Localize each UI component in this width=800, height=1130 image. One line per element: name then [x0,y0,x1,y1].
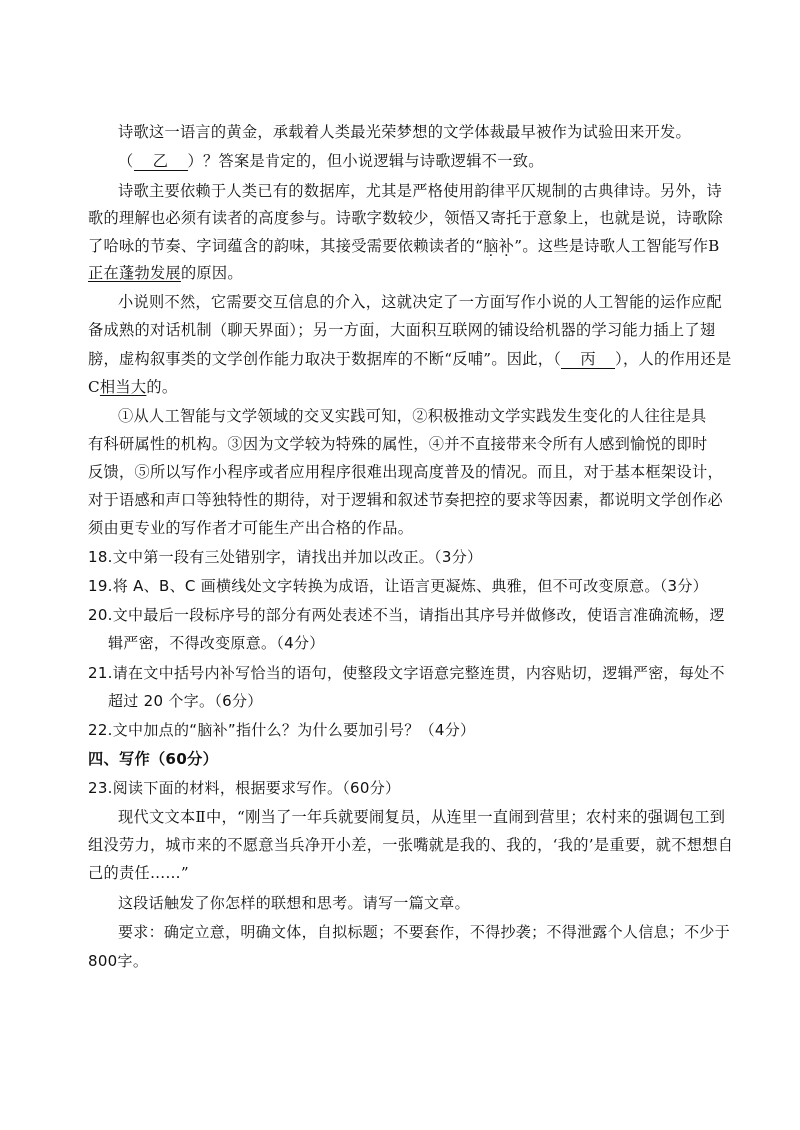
passage-line [88,263,243,283]
passage-line: ①从人工智能与文学领域的交叉实践可知，②积极推动文学实践发生变化的人往往是具 [118,407,707,425]
passage-line: 诗歌主要依赖于人类已有的数据库，尤其是严格使用韵律平仄规制的古典律诗。另外，诗 [118,182,723,200]
passage-text: 的。 [146,378,178,396]
question-19: 19.将 A、B、C 画横线处文字转换为成语，让语言更凝炼、典雅，但不可改变原意。（3分） [88,577,708,595]
material-line: 己的责任……” [88,864,189,882]
passage-line: 须由更专业的写作者才可能生产出合格的作品。 [88,519,414,537]
question-20-cont: 辑严密，不得改变原意。（4分） [108,634,325,652]
writing-prompt: 这段话触发了你怎样的联想和思考。请写一篇文章。 [118,894,470,912]
writing-requirements-cont: 800字。 [88,952,149,970]
question-21: 21.请在文中括号内补写恰当的语句，使整段文字语意完整连贯，内容贴切，逻辑严密，每处不 [88,664,725,682]
dotted-char: 补 [498,237,515,255]
passage-line: 诗歌这一语言的黄金，承载着人类最光荣梦想的文学体裁最早被作为试验田来开发。 [118,123,692,141]
question-18: 18.文中第一段有三处错别字，请找出并加以改正。（3分） [88,548,483,566]
material-line: 组没劳力，城市来的不愿意当兵净开小差，一张嘴就是我的、我的，‘我的’是重要，就不想想自 [88,836,734,854]
passage-line-naobu [88,236,720,256]
writing-requirements: 要求：确定立意，明确文体，自拟标题；不要套作，不得抄袭；不得泄露个人信息；不少于 [118,923,731,941]
open-paren: （ [118,152,134,170]
blank-bing: 丙 [561,351,615,369]
passage-line: 反馈，⑤所以写作小程序或者应用程序很难出现高度普及的情况。而且，对于基本框架设计， [88,463,723,481]
dotted-char: 脑 [483,237,499,255]
passage-text: 了哈咏的节奏、字词蕴含的韵味，其接受需要依赖读者的“ [88,237,484,255]
question-20: 20.文中最后一段标序号的部分有两处表述不当，请指出其序号并做修改，使语言准确流畅，逻 [88,606,725,624]
question-21-cont: 超过 20 个字。（6分） [108,692,263,710]
passage-text: ）？答案是肯定的，但小说逻辑与诗歌逻辑不一致。 [187,152,544,170]
passage-line-blank-yi [118,151,544,171]
question-22: 22.文中加点的“脑补”指什么？为什么要加引号？（4分） [88,721,476,739]
passage-text: 的原因。 [180,264,243,282]
passage-line: 备成熟的对话机制（聊天界面）；另一方面，大面积互联网的铺设给机器的学习能力插上了翅 [88,321,716,339]
passage-line-blank-bing [88,349,731,369]
passage-text: 膀，虚构叙事类的文学创作能力取决于数据库的不断“反哺”。因此，（ [88,350,562,368]
underlined-b: 正在蓬勃发展 [88,264,181,282]
section-heading: 四、写作（60分） [88,750,219,768]
underlined-c: 相当大 [99,378,147,396]
passage-text: C [88,378,100,396]
passage-line [88,377,177,397]
passage-line: 小说则不然，它需要交互信息的介入，这就决定了一方面写作小说的人工智能的运作应配 [118,293,723,311]
passage-line: 歌的理解也必须有读者的高度参与。诗歌字数较少，领悟又寄托于意象上，也就是说，诗歌除 [88,209,723,227]
passage-line: 对于语感和声口等独特性的期待，对于逻辑和叙述节奏把控的要求等因素，都说明文学创作必 [88,491,723,509]
passage-line: 有科研属性的机构。③因为文学较为特殊的属性，④并不直接带来令所有人感到愉悦的即时 [88,435,708,453]
material-line: 现代文文本Ⅱ中，“刚当了一年兵就要闹复员，从连里一直闹到营里；农村来的强调包工到 [118,808,726,826]
passage-text: ），人的作用还是 [615,350,732,368]
passage-text: ”。这些是诗歌人工智能写作B [514,237,720,255]
question-23: 23.阅读下面的材料，根据要求写作。（60分） [88,779,401,797]
blank-yi: 乙 [134,153,188,171]
